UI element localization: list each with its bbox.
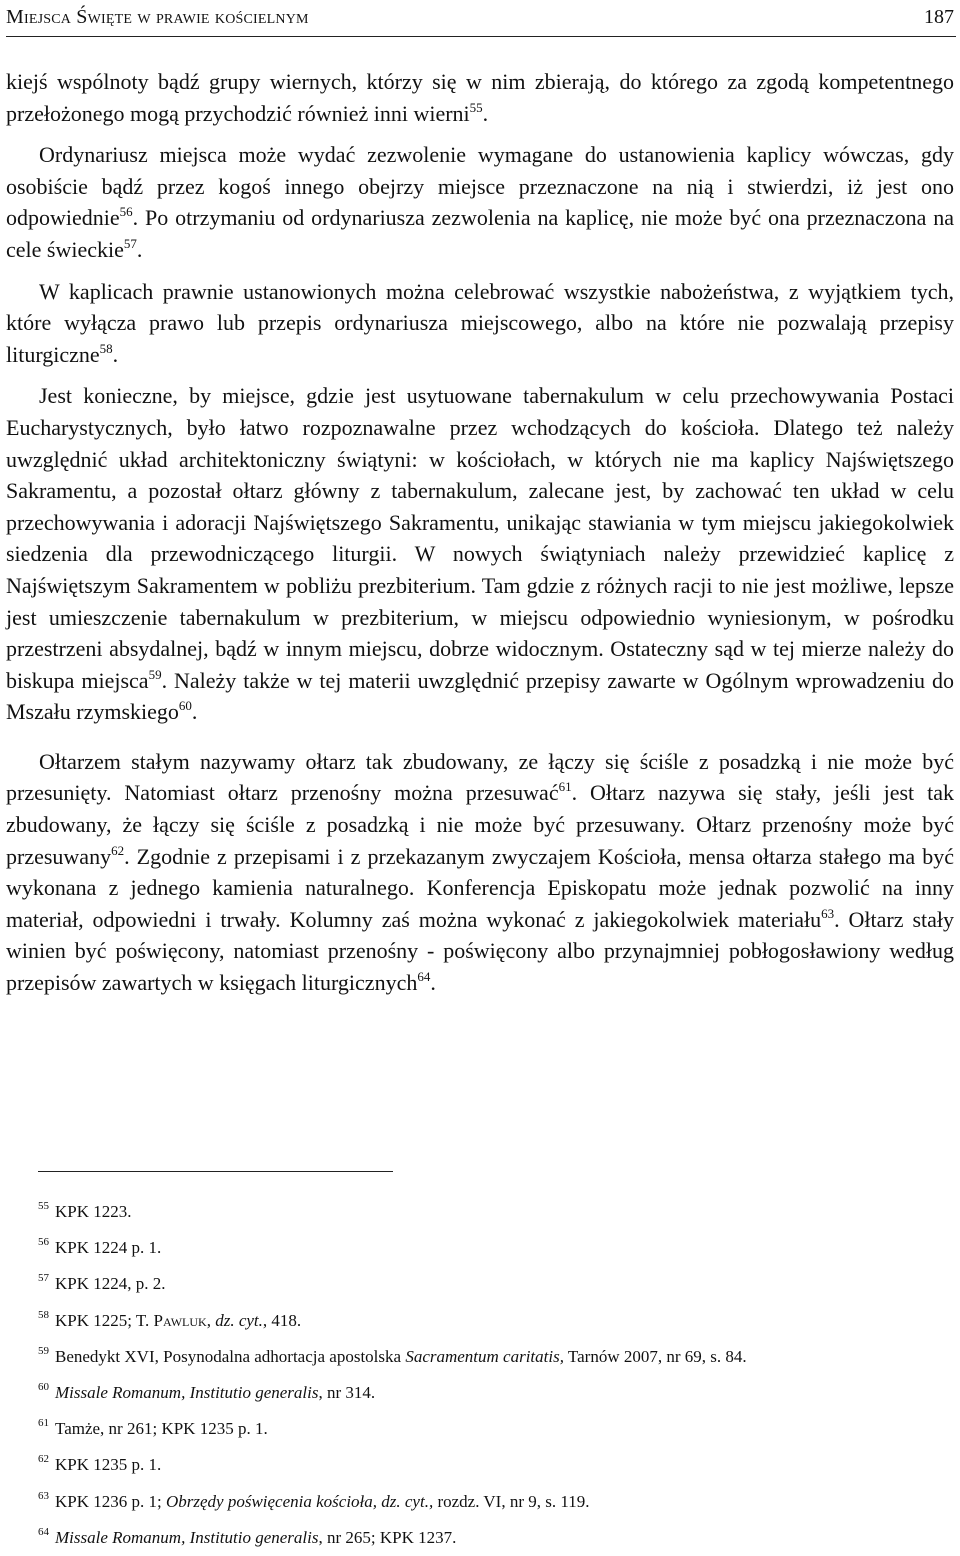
footnote-63 (38, 1484, 958, 1520)
running-title: Miejsca Święte w prawie kościelnym (6, 6, 309, 28)
footnote-ref-60[interactable]: 60 (178, 698, 192, 714)
footnote-italic: Missale Romanum, Institutio generalis (55, 1527, 319, 1547)
paragraph-2 (6, 139, 954, 265)
running-header (6, 4, 956, 37)
footnote-number: 61 (38, 1417, 49, 1430)
footnote-text: KPK 1224, p. 2. (55, 1274, 166, 1294)
footnote-number: 57 (38, 1272, 49, 1285)
text-segment: . Ołtarz stały winien być poświęcony, natomiast przenośny - poświęcony albo przynajmniej pobłogosławiony według przepisów zawartych w księgach liturgicznych (6, 906, 954, 996)
text-segment: . Po otrzymaniu od ordynariusza zezwolenia na kaplicę, nie może być ona przeznaczona na cele świeckie (6, 205, 954, 262)
author-name: Pawluk (153, 1310, 207, 1330)
footnote-number: 59 (38, 1344, 49, 1357)
footnote-58 (38, 1303, 958, 1339)
footnote-ref-63[interactable]: 63 (821, 905, 835, 921)
main-text (6, 66, 954, 999)
footnote-56 (38, 1230, 958, 1266)
footnotes (38, 1194, 958, 1556)
footnote-text: Tarnów 2007, nr 69, s. 84. (563, 1346, 747, 1366)
text-segment: . Zgodnie z przepisami i z przekazanym zwyczajem Kościoła, mensa ołtarza stałego ma być wykonana z jednego kamienia naturalnego. Konferencja Episkopatu może jednak pozwolić na inny materiał, odpowiedni i trwały. Kolumny zaś można wykonać z jakiegokolwiek materiału (6, 843, 954, 932)
footnote-text: KPK 1225; T. (55, 1310, 154, 1330)
footnote-italic: dz. cyt. (215, 1310, 263, 1330)
footnote-59 (38, 1339, 958, 1375)
footnote-text: Tamże, nr 261; KPK 1235 p. 1. (55, 1419, 268, 1439)
paragraph-4 (6, 380, 954, 728)
footnote-64 (38, 1520, 958, 1556)
footnote-text: , 418. (262, 1310, 302, 1330)
text-segment: . Należy także w tej materii uwzględnić przepisy zawarte w Ogólnym wprowadzeniu do Mszału rzymskiego (6, 667, 954, 725)
footnote-number: 58 (38, 1308, 49, 1321)
footnote-ref-56[interactable]: 56 (119, 204, 133, 220)
footnote-separator (38, 1171, 393, 1172)
footnote-text: KPK 1224 p. 1. (55, 1238, 162, 1258)
paragraph-3 (6, 276, 954, 371)
text-segment: kiejś wspólnoty bądź grupy wiernych, którzy się w nim zbierają, do którego za zgodą kompetentnego przełożonego mogą przychodzić również inni wierni (6, 69, 954, 126)
footnote-number: 56 (38, 1236, 49, 1249)
footnote-text: Benedykt XVI, Posynodalna adhortacja apostolska (55, 1346, 406, 1366)
footnote-ref-55[interactable]: 55 (469, 99, 483, 115)
footnote-text: , (206, 1310, 216, 1330)
text-segment: Ołtarzem stałym nazywamy ołtarz tak zbudowany, ze łączy się ściśle z posadzką i nie może być przesunięty. Natomiast ołtarz przenośny można przesuwać (6, 748, 954, 806)
page-number: 187 (924, 6, 954, 28)
paragraph-5 (6, 746, 954, 999)
footnote-ref-57[interactable]: 57 (123, 235, 137, 251)
footnote-italic: Missale Romanum, Institutio generalis (55, 1382, 319, 1402)
footnote-61 (38, 1411, 958, 1447)
footnote-ref-62[interactable]: 62 (111, 842, 125, 858)
footnote-ref-61[interactable]: 61 (558, 779, 572, 795)
footnote-60 (38, 1375, 958, 1411)
text-segment: Jest konieczne, by miejsce, gdzie jest usytuowane tabernakulum w celu przechowywania Postaci Eucharystycznych, było łatwo rozpoznawalne przez wchodzących do kościoła. Dlatego też należy uwzględnić układ architektoniczny świątyni: w kościołach, w których nie ma kaplicy Najświętszego Sakramentu, a pozostał ołtarz główny z tabernakulum, zalecane jest, by zachować ten układ w celu przechowywania i adoracji Najświętszego Sakramentu, unikając stawiania w tym miejscu jakiegokolwiek siedzenia dla przewodniczącego liturgii. W nowych świątyniach należy przewidzieć kaplicę z Najświętszym Sakramentem w pobliżu prezbiterium. Tam gdzie z różnych racji to nie jest możliwe, lepsze jest umieszczenie tabernakulum w prezbiterium, w miejscu odpowiednio wyniesionym, w pośrodku przestrzeni absydalnej, bądź w innym miejscu, dobrze widocznym. Ostateczny sąd w tej mierze należy do biskupa miejsca (6, 383, 954, 693)
footnote-text: KPK 1235 p. 1. (55, 1455, 162, 1475)
footnote-ref-59[interactable]: 59 (148, 666, 162, 682)
footnote-55 (38, 1194, 958, 1230)
footnote-ref-58[interactable]: 58 (99, 340, 113, 356)
footnote-italic: Obrzędy poświęcenia kościoła, dz. cyt., (165, 1491, 434, 1511)
footnote-italic: Sacramentum caritatis, (405, 1346, 564, 1366)
paragraph-1 (6, 66, 954, 129)
footnote-number: 62 (38, 1453, 49, 1466)
footnote-number: 63 (38, 1489, 49, 1502)
footnote-number: 60 (38, 1380, 49, 1393)
text-segment: . (112, 341, 119, 367)
text-segment: . (136, 236, 143, 262)
text-segment: . (482, 100, 489, 126)
footnote-number: 55 (38, 1200, 49, 1212)
footnote-text: KPK 1236 p. 1; (55, 1491, 166, 1511)
text-segment: . (430, 970, 436, 996)
text-segment: Ordynariusz miejsca może wydać zezwolenie wymagane do ustanowienia kaplicy wówczas, gdy osobiście bądź przez kogoś innego obejrzy miejsce przeznaczone na nią i stwierdzi, iż jest ono odpowiednie (6, 142, 954, 231)
footnote-ref-64[interactable]: 64 (417, 969, 431, 985)
footnote-57 (38, 1266, 958, 1302)
footnote-text: , nr 314. (318, 1382, 376, 1402)
footnote-text: KPK 1223. (55, 1202, 132, 1221)
text-segment: . (191, 699, 198, 725)
footnote-number: 64 (38, 1525, 49, 1538)
footnote-text: rozdz. VI, nr 9, s. 119. (433, 1491, 590, 1511)
text-segment: . Ołtarz nazywa się stały, jeśli jest tak zbudowany, że łączy się ściśle z posadzką i nie może być przesuwany. Ołtarz przenośny może być przesuwany (6, 780, 954, 869)
text-segment: W kaplicach prawnie ustanowionych można celebrować wszystkie nabożeństwa, z wyjątkiem tych, które wyłącza prawo lub przepis ordynariusza miejscowego, albo na które nie pozwalają przepisy liturgiczne (6, 278, 954, 367)
footnote-62 (38, 1447, 958, 1483)
footnote-text: , nr 265; KPK 1237. (318, 1527, 457, 1547)
